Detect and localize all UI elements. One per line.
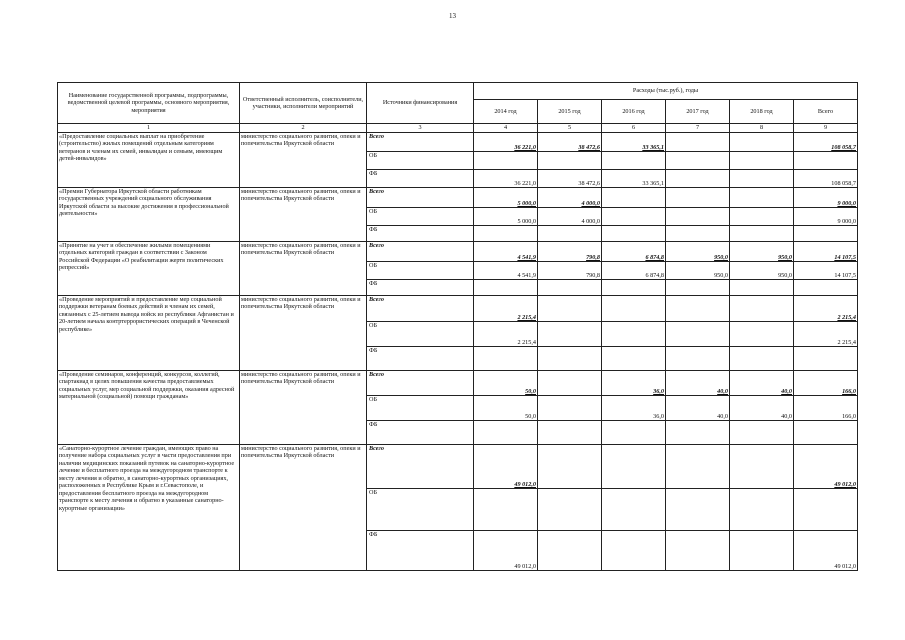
amount-cell bbox=[666, 133, 730, 152]
amount-cell bbox=[538, 445, 602, 489]
amount-cell bbox=[602, 296, 666, 322]
amount-cell bbox=[474, 280, 538, 296]
amount-cell: 5 000,0 bbox=[474, 208, 538, 226]
amount-cell bbox=[666, 226, 730, 242]
measure-name: «Принятие на учет и обеспечение жилыми помещениями отдельных категорий граждан в соответствии с Законом Российской Федерации «О реабилитации жертв политических репрессий» bbox=[58, 242, 240, 296]
responsible-executor: министерство социального развития, опеки и попечительства Иркутской области bbox=[240, 296, 367, 371]
amount-total: 166,0 bbox=[794, 371, 858, 396]
measure-name: «Проведение семинаров, конференций, конкурсов, коллегий, спартакиад в целях повышения качества предоставляемых социальных услуг, мер социальной поддержки, оказания адресной материальной (социальной) помощи гражданам» bbox=[58, 371, 240, 445]
source-total: Всего bbox=[367, 371, 474, 396]
amount-cell bbox=[730, 133, 794, 152]
amount-cell bbox=[730, 322, 794, 347]
amount-cell bbox=[538, 152, 602, 170]
source-fb: ФБ bbox=[367, 226, 474, 242]
source-ob: ОБ bbox=[367, 396, 474, 421]
table-row bbox=[58, 296, 858, 322]
amount-total: 166,0 bbox=[794, 396, 858, 421]
amount-cell: 950,0 bbox=[730, 242, 794, 262]
header-responsible: Ответственный исполнитель, соисполнители, участники, исполнители мероприятий bbox=[240, 83, 367, 124]
amount-cell bbox=[666, 531, 730, 571]
amount-cell: 36,0 bbox=[602, 396, 666, 421]
header-year: 2018 год bbox=[730, 100, 794, 124]
budget-table bbox=[57, 82, 858, 571]
source-total: Всего bbox=[367, 133, 474, 152]
column-number: 1 bbox=[58, 124, 240, 133]
amount-total: 2 215,4 bbox=[794, 322, 858, 347]
source-fb: ФБ bbox=[367, 280, 474, 296]
header-year: 2015 год bbox=[538, 100, 602, 124]
measure-name: «Премии Губернатора Иркутской области работникам государственных учреждений социального обслуживания Иркутской области за высокие достижения в профессиональной деятельности» bbox=[58, 188, 240, 242]
amount-cell bbox=[538, 280, 602, 296]
amount-total bbox=[794, 152, 858, 170]
amount-cell bbox=[474, 489, 538, 531]
table-row bbox=[58, 188, 858, 208]
amount-total: 14 107,5 bbox=[794, 242, 858, 262]
amount-cell bbox=[602, 531, 666, 571]
amount-cell bbox=[538, 322, 602, 347]
amount-cell bbox=[730, 226, 794, 242]
amount-cell bbox=[666, 188, 730, 208]
amount-cell bbox=[474, 421, 538, 445]
amount-cell: 33 365,1 bbox=[602, 170, 666, 188]
amount-cell bbox=[666, 170, 730, 188]
source-fb: ФБ bbox=[367, 347, 474, 371]
amount-total bbox=[794, 280, 858, 296]
measure-name: «Санаторно-курортное лечение граждан, имеющих право на получение набора социальных услуг в части предоставления при наличии медицинских показаний путевок на санаторно-курортное лечение и бесплатного проезда на междугородном транспорте к месту лечения и обратно, в санаторно-курортных организациях, расположенных в Республике Крым и г.Севастополе, и предоставления бесплатного проезда на междугородном транспорте к месту лечения и обратно в указанные санаторно-курортные организации» bbox=[58, 445, 240, 571]
amount-total: 108 058,7 bbox=[794, 133, 858, 152]
amount-cell bbox=[666, 280, 730, 296]
amount-cell bbox=[730, 152, 794, 170]
amount-cell: 790,8 bbox=[538, 262, 602, 280]
amount-cell: 38 472,6 bbox=[538, 133, 602, 152]
header-name: Наименование государственной программы, подпрограммы, ведомственной целевой программы, основного мероприятия, мероприятия bbox=[58, 83, 240, 124]
amount-cell: 790,8 bbox=[538, 242, 602, 262]
amount-cell bbox=[666, 208, 730, 226]
column-number: 9 bbox=[794, 124, 858, 133]
source-fb: ФБ bbox=[367, 531, 474, 571]
source-fb: ФБ bbox=[367, 421, 474, 445]
table-row bbox=[58, 133, 858, 152]
amount-cell bbox=[730, 208, 794, 226]
amount-cell: 50,0 bbox=[474, 371, 538, 396]
amount-cell bbox=[666, 421, 730, 445]
source-total: Всего bbox=[367, 296, 474, 322]
amount-cell: 950,0 bbox=[666, 262, 730, 280]
table-row bbox=[58, 242, 858, 262]
source-total: Всего bbox=[367, 188, 474, 208]
amount-cell bbox=[602, 489, 666, 531]
column-number: 7 bbox=[666, 124, 730, 133]
amount-cell: 4 000,0 bbox=[538, 208, 602, 226]
column-number: 6 bbox=[602, 124, 666, 133]
amount-cell bbox=[602, 347, 666, 371]
amount-total: 49 012,0 bbox=[794, 531, 858, 571]
responsible-executor: министерство социального развития, опеки и попечительства Иркутской области bbox=[240, 445, 367, 571]
column-number: 4 bbox=[474, 124, 538, 133]
amount-cell bbox=[538, 347, 602, 371]
amount-cell bbox=[538, 226, 602, 242]
column-number: 3 bbox=[367, 124, 474, 133]
amount-cell bbox=[730, 296, 794, 322]
amount-cell bbox=[730, 445, 794, 489]
amount-cell bbox=[474, 152, 538, 170]
header-year: 2016 год bbox=[602, 100, 666, 124]
responsible-executor: министерство социального развития, опеки и попечительства Иркутской области bbox=[240, 188, 367, 242]
measure-name: «Предоставление социальных выплат на приобретение (строительство) жилых помещений отдельным категориям ветеранов и членам их семей, инвалидам и семьям, имеющим детей-инвалидов» bbox=[58, 133, 240, 188]
amount-cell bbox=[730, 347, 794, 371]
amount-cell: 2 215,4 bbox=[474, 322, 538, 347]
amount-cell bbox=[538, 371, 602, 396]
amount-cell: 38 472,6 bbox=[538, 170, 602, 188]
source-fb: ФБ bbox=[367, 170, 474, 188]
column-number: 5 bbox=[538, 124, 602, 133]
amount-cell: 2 215,4 bbox=[474, 296, 538, 322]
amount-cell bbox=[538, 421, 602, 445]
amount-cell: 49 012,0 bbox=[474, 445, 538, 489]
amount-cell bbox=[538, 296, 602, 322]
source-total: Всего bbox=[367, 445, 474, 489]
amount-cell bbox=[666, 322, 730, 347]
header-year: 2014 год bbox=[474, 100, 538, 124]
amount-cell bbox=[602, 322, 666, 347]
amount-cell: 950,0 bbox=[666, 242, 730, 262]
amount-cell bbox=[730, 280, 794, 296]
source-ob: ОБ bbox=[367, 152, 474, 170]
responsible-executor: министерство социального развития, опеки и попечительства Иркутской области bbox=[240, 242, 367, 296]
source-total: Всего bbox=[367, 242, 474, 262]
amount-cell bbox=[730, 170, 794, 188]
amount-cell: 40,0 bbox=[730, 371, 794, 396]
amount-cell: 36 221,0 bbox=[474, 133, 538, 152]
amount-total: 9 000,0 bbox=[794, 208, 858, 226]
amount-cell: 40,0 bbox=[730, 396, 794, 421]
measure-name: «Проведение мероприятий и предоставление мер социальной поддержки ветеранам боевых действий и членам их семей, связанных с 25-летием вывода войск из республики Афганистан и 20-летием начала контртеррористических операций в Чеченской республике» bbox=[58, 296, 240, 371]
amount-cell bbox=[602, 445, 666, 489]
amount-cell: 49 012,0 bbox=[474, 531, 538, 571]
amount-cell: 5 000,0 bbox=[474, 188, 538, 208]
table-row bbox=[58, 445, 858, 489]
amount-total: 2 215,4 bbox=[794, 296, 858, 322]
amount-cell bbox=[474, 347, 538, 371]
amount-cell: 33 365,1 bbox=[602, 133, 666, 152]
header-sources: Источники финансирования bbox=[367, 83, 474, 124]
amount-total bbox=[794, 347, 858, 371]
amount-total: 49 012,0 bbox=[794, 445, 858, 489]
responsible-executor: министерство социального развития, опеки и попечительства Иркутской области bbox=[240, 371, 367, 445]
amount-cell bbox=[538, 489, 602, 531]
amount-cell bbox=[538, 396, 602, 421]
amount-total bbox=[794, 489, 858, 531]
source-ob: ОБ bbox=[367, 262, 474, 280]
column-number: 2 bbox=[240, 124, 367, 133]
source-ob: ОБ bbox=[367, 208, 474, 226]
amount-cell bbox=[602, 188, 666, 208]
amount-total: 9 000,0 bbox=[794, 188, 858, 208]
amount-cell bbox=[538, 531, 602, 571]
amount-cell bbox=[602, 152, 666, 170]
responsible-executor: министерство социального развития, опеки и попечительства Иркутской области bbox=[240, 133, 367, 188]
amount-cell bbox=[730, 188, 794, 208]
column-number: 8 bbox=[730, 124, 794, 133]
page-number: 13 bbox=[449, 12, 456, 20]
source-ob: ОБ bbox=[367, 322, 474, 347]
amount-cell: 40,0 bbox=[666, 396, 730, 421]
amount-cell bbox=[666, 152, 730, 170]
amount-cell: 4 541,9 bbox=[474, 242, 538, 262]
amount-cell: 4 541,9 bbox=[474, 262, 538, 280]
header-total: Всего bbox=[794, 100, 858, 124]
source-ob: ОБ bbox=[367, 489, 474, 531]
amount-cell bbox=[602, 280, 666, 296]
amount-cell bbox=[730, 489, 794, 531]
amount-total: 108 058,7 bbox=[794, 170, 858, 188]
header-year: 2017 год bbox=[666, 100, 730, 124]
amount-cell bbox=[602, 226, 666, 242]
amount-cell bbox=[666, 445, 730, 489]
amount-cell: 36 221,0 bbox=[474, 170, 538, 188]
amount-cell bbox=[666, 347, 730, 371]
amount-cell bbox=[602, 421, 666, 445]
amount-cell bbox=[666, 489, 730, 531]
amount-cell bbox=[474, 226, 538, 242]
amount-cell: 40,0 bbox=[666, 371, 730, 396]
amount-cell: 4 000,0 bbox=[538, 188, 602, 208]
amount-cell bbox=[730, 421, 794, 445]
amount-cell: 950,0 bbox=[730, 262, 794, 280]
amount-cell bbox=[666, 296, 730, 322]
table-row bbox=[58, 371, 858, 396]
amount-cell: 50,0 bbox=[474, 396, 538, 421]
amount-total bbox=[794, 226, 858, 242]
amount-cell: 6 874,8 bbox=[602, 262, 666, 280]
amount-total bbox=[794, 421, 858, 445]
amount-cell bbox=[730, 531, 794, 571]
amount-cell: 36,0 bbox=[602, 371, 666, 396]
amount-cell: 6 874,8 bbox=[602, 242, 666, 262]
header-expenses: Расходы (тыс.руб.), годы bbox=[474, 83, 858, 100]
amount-cell bbox=[602, 208, 666, 226]
amount-total: 14 107,5 bbox=[794, 262, 858, 280]
